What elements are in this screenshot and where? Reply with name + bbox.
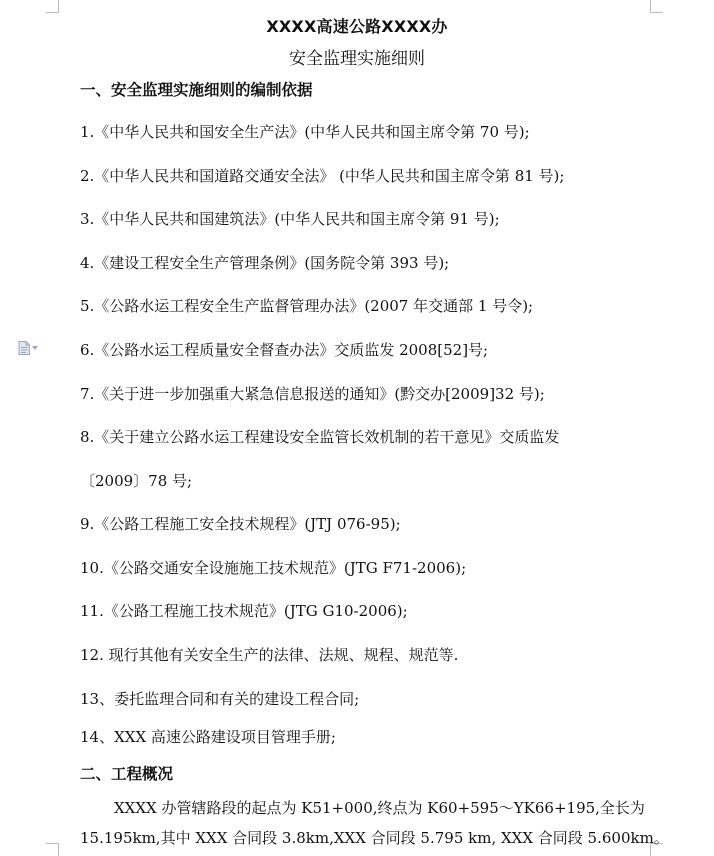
list-item: 9.《公路工程施工安全技术规程》(JTJ 076-95); (80, 515, 401, 533)
list-item: 5.《公路水运工程安全生产监督管理办法》(2007 年交通部 1 号令); (80, 297, 534, 315)
list-item: 1.《中华人民共和国安全生产法》(中华人民共和国主席令第 70 号); (80, 123, 530, 141)
list-item: 6.《公路水运工程质量安全督查办法》交质监发 2008[52]号; (80, 341, 489, 359)
list-item: 12. 现行其他有关安全生产的法律、法规、规程、规范等. (80, 646, 459, 664)
document-icon (18, 341, 30, 355)
crop-mark-top-right (650, 0, 663, 13)
list-item: 3.《中华人民共和国建筑法》(中华人民共和国主席令第 91 号); (80, 210, 500, 228)
document-subtitle: 安全监理实施细则 (289, 49, 425, 69)
crop-mark-top-left (46, 0, 59, 13)
overview-paragraph-line-1: XXXX 办管辖路段的起点为 K51+000,终点为 K60+595～YK66+195,全长为 (114, 799, 645, 817)
list-item: 14、XXX 高速公路建设项目管理手册; (80, 728, 336, 746)
section-heading-2: 二、工程概况 (80, 765, 174, 783)
chevron-down-icon (32, 346, 38, 350)
paragraph-marker[interactable] (18, 340, 42, 356)
crop-mark-bottom-left (46, 843, 59, 856)
list-item: 8.《关于建立公路水运工程建设安全监管长效机制的若干意见》交质监发 (80, 428, 560, 446)
list-item: 11.《公路工程施工技术规范》(JTG G10-2006); (80, 602, 408, 620)
document-title: XXXX高速公路XXXX办 (266, 17, 448, 36)
list-item: 7.《关于进一步加强重大紧急信息报送的通知》(黔交办[2009]32 号); (80, 385, 545, 403)
list-item: 13、委托监理合同和有关的建设工程合同; (80, 690, 360, 708)
list-item: 2.《中华人民共和国道路交通安全法》 (中华人民共和国主席令第 81 号); (80, 167, 565, 185)
list-item-continuation: 〔2009〕78 号; (80, 472, 193, 490)
list-item: 10.《公路交通安全设施施工技术规范》(JTG F71-2006); (80, 559, 467, 577)
list-item: 4.《建设工程安全生产管理条例》(国务院令第 393 号); (80, 254, 450, 272)
section-heading-1: 一、安全监理实施细则的编制依据 (80, 81, 313, 99)
overview-paragraph-line-2: 15.195km,其中 XXX 合同段 3.8km,XXX 合同段 5.795 km, XXX 合同段 5.600km。 (80, 829, 669, 847)
